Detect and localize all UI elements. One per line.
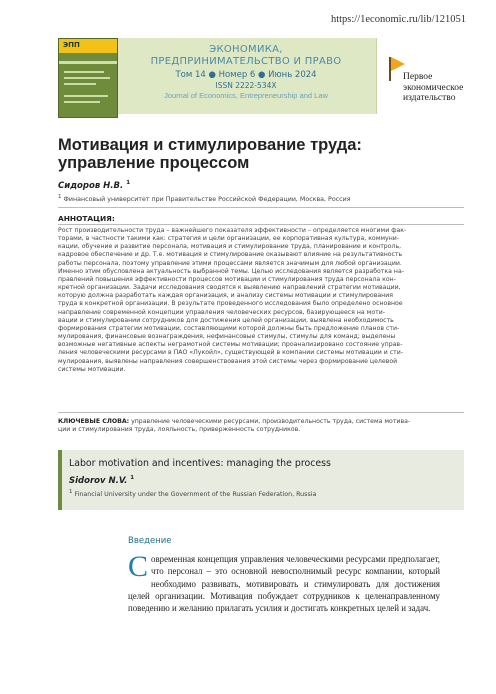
english-author-sup: 1 [130, 475, 135, 481]
abstract-line: работы персонала, поэтому управление этими процессами является значимым для любой организации. [58, 259, 402, 267]
english-affiliation-text: Financial University under the Government of the Russian Federation, Russia [74, 491, 317, 499]
divider [58, 412, 464, 413]
journal-banner [58, 38, 466, 114]
affiliation-text: Финансовый университет при Правительстве Российской Федерации, Москва, Россия [63, 196, 351, 204]
english-affiliation [69, 489, 316, 498]
abstract-line: кретной организации. Задачи исследования сводятся к выявлению направлений стратегии мотивации, [58, 284, 401, 292]
cover-label: ЭПП [63, 41, 80, 49]
publisher-name [403, 72, 463, 104]
cover-line [64, 95, 108, 97]
article-title-line2: управление процессом [58, 154, 250, 172]
journal-issue: Том 14 ● Номер 6 ● Июнь 2024 [175, 70, 317, 80]
journal-title-en: Journal of Economics, Entrepreneurship and Law [164, 91, 328, 100]
author-name: Сидоров Н.В. [58, 180, 124, 191]
article-title-line1: Мотивация и стимулирование труда: [58, 136, 362, 154]
english-box-accent [58, 450, 62, 510]
intro-text: овременная концепция управления человеческими ресурсами предполагает, что персонал – это основной невосполнимый ресурс компании, который необходимо развивать, мотивировать и стимулировать для достижения целей организации. Мотивация побуждает сотрудников к целенаправленному поведению и желанию прилагать усилия и достигать конкретных целей и задач. [128, 554, 440, 614]
abstract-line: Рост производительности труда – важнейшего показателя эффективности – определяется многими фак- [58, 227, 407, 234]
intro-dropcap: С [128, 550, 149, 583]
keywords-line1: управление человеческими ресурсами, производительность труда, система мотива- [129, 418, 411, 425]
abstract-line: правлений повышения эффективности процессов мотивации и стимулирования труда персонала кон- [58, 275, 396, 283]
abstract-line: мулирования, выявлены направления совершенствования этой системы через формирование целевой [58, 357, 398, 365]
abstract-line: торами, в частности такими как: стратегия и цели организации, ее корпоративная культура, коммуни- [58, 235, 400, 243]
affiliation-sup: 1 [58, 194, 62, 200]
journal-cover-image [58, 38, 118, 118]
author [58, 180, 130, 191]
abstract-line: кации, обучение и развитие персонала, мотивация и стимулирование труда, планирование и контроль, [58, 243, 402, 251]
author-sup: 1 [126, 180, 131, 186]
journal-title-line2: ПРЕДПРИНИМАТЕЛЬСТВО И ПРАВО [150, 56, 342, 67]
abstract-heading: АННОТАЦИЯ: [58, 214, 115, 223]
keywords [58, 418, 464, 434]
cover-stripe [59, 61, 117, 64]
journal-info [146, 44, 346, 100]
divider [58, 224, 464, 225]
cover-line [64, 71, 104, 73]
publisher-line3: издательство [403, 93, 456, 103]
abstract-line: кадровое обеспечение и др. Т.е. мотивация и стимулирование оказывают влияние на результативность [58, 251, 403, 259]
cover-line [64, 83, 96, 85]
english-author-name: Sidorov N.V. [69, 475, 128, 486]
publisher-line2: экономическое [403, 82, 464, 93]
abstract-line: Именно этим обусловлена актуальность выбранной темы. Целью исследования является разработка на- [58, 267, 404, 275]
english-summary-box [58, 450, 464, 510]
divider [58, 207, 464, 208]
journal-title-line1: ЭКОНОМИКА, [209, 44, 283, 55]
abstract-line: формирования стратегии мотивации, составляющими которой должны быть предложение планов сти- [58, 324, 400, 332]
english-affil-sup: 1 [69, 489, 73, 495]
keywords-label: КЛЮЧЕВЫЕ СЛОВА: [58, 418, 130, 425]
flag-icon [391, 57, 405, 71]
journal-issn: ISSN 2222-534X [215, 81, 277, 90]
abstract-line: ления человеческими ресурсами в ПАО «Лукойл», существующей в компании системы мотивации и сти- [58, 349, 403, 357]
cover-line [64, 77, 110, 79]
abstract-line: вации и стимулировании сотрудников для достижения целей организации, выявлена необходимость [58, 316, 394, 324]
abstract-text [58, 227, 464, 374]
publisher-block [376, 38, 466, 114]
keywords-line2: ции и стимулирования труда, лояльность, приверженность сотрудников. [58, 426, 301, 434]
article-title [58, 136, 468, 172]
abstract-line: возможные негативные аспекты неграмотной системы мотивации; проанализировано состояние управ- [58, 341, 403, 349]
intro-heading: Введение [128, 536, 172, 546]
cover-line [64, 101, 100, 103]
article-url[interactable]: https://1economic.ru/lib/121051 [330, 14, 466, 25]
abstract-line: труда в конкретной организации. В результате проведенного исследования было определено основное [58, 300, 403, 308]
affiliation [58, 194, 351, 203]
abstract-line: направление современной концепции управления человеческих ресурсов, базирующееся на моти- [58, 308, 385, 316]
abstract-line: которую должна разработать каждая организация, и анализу системы мотивации и стимулирования [58, 292, 393, 300]
abstract-line: системы мотивации. [58, 365, 126, 373]
abstract-line: мулирования, финансовые вознаграждения, нефинансовые стимулы, стимулы для команд; выделены [58, 333, 396, 341]
english-author [69, 475, 134, 486]
intro-section [128, 550, 440, 614]
publisher-line1: Первое [403, 72, 433, 82]
english-title: Labor motivation and incentives: managing the process [69, 458, 331, 469]
